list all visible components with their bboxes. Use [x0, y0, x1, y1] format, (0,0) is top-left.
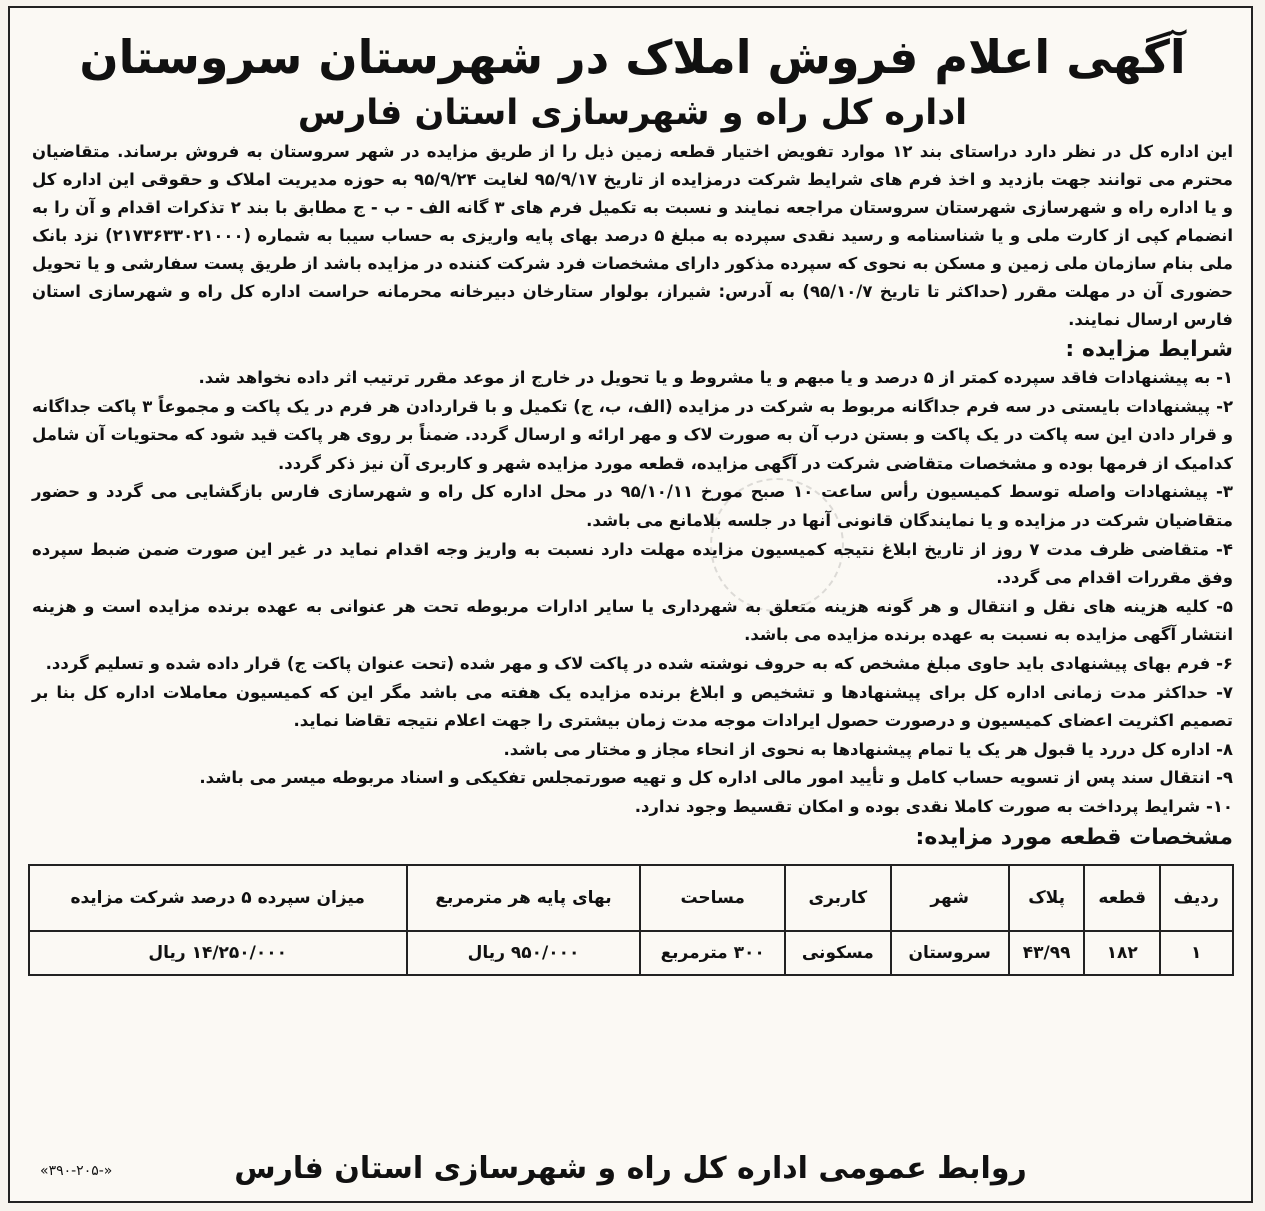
- page-title: آگهی اعلام فروش املاک در شهرستان سروستان: [79, 30, 1186, 84]
- condition-item: ۲- پیشنهادات بایستی در سه فرم جداگانه مربوط به شرکت در مزایده (الف، ب، ج) تکمیل و با قراردادن هر فرم در یک پاکت و مجموعاً ۳ پاکت جداگانه و قرار دادن این سه پاکت در یک پاکت و بستن درب آن به صورت لاک و مهر ارائه و ارسال گردد. ضمناً بر روی هر پاکت قید شود که محتویات آن شامل کدامیک از فرمها بوده و مشخصات متقاضی شرکت در آگهی مزایده، قطعه مورد مزایده شهر و کاربری آن نیز ذکر گردد.: [32, 396, 1234, 473]
- reference-code: «۳۹۰-۲۰۵-»: [40, 1163, 113, 1179]
- condition-item: ۳- پیشنهادات واصله توسط کمیسیون رأس ساعت ۱۰ صبح مورخ ۹۵/۱۰/۱۱ در محل اداره کل راه و شهرسازی فارس بازگشایی می گردد و حضور متقاضیان شرکت در مزایده و یا نمایندگان قانونی آنها در جلسه بلامانع می باشد.: [32, 482, 1233, 530]
- lot-table: [28, 864, 1234, 976]
- col-piece: قطعه: [1084, 865, 1160, 931]
- lot-heading: مشخصات قطعه مورد مزایده:: [915, 824, 1233, 850]
- col-city: شهر: [891, 865, 1009, 931]
- condition-item: ۱۰- شرایط پرداخت به صورت کاملا نقدی بوده و امکان تقسیط وجود ندارد.: [634, 796, 1233, 816]
- col-area: مساحت: [640, 865, 785, 931]
- cell-row: ۱: [1160, 931, 1233, 975]
- table-row: [29, 931, 1233, 975]
- cell-deposit: ۱۴/۲۵۰/۰۰۰ ریال: [29, 931, 407, 975]
- col-deposit: میزان سپرده ۵ درصد شرکت مزایده: [29, 865, 407, 931]
- condition-item: ۹- انتقال سند پس از تسویه حساب کامل و تأیید امور مالی اداره کل و تهیه صورتمجلس تفکیکی و اسناد مربوطه میسر می باشد.: [199, 768, 1233, 788]
- cell-city: سروستان: [891, 931, 1009, 975]
- announcement-content: [10, 30, 1251, 852]
- col-row: ردیف: [1160, 865, 1233, 931]
- table-header-row: [29, 865, 1233, 931]
- conditions-list: [32, 364, 1233, 822]
- cell-area: ۳۰۰ مترمربع: [640, 931, 785, 975]
- conditions-heading: شرایط مزایده :: [1065, 337, 1233, 362]
- cell-plaque: ۴۳/۹۹: [1009, 931, 1085, 975]
- cell-base-price: ۹۵۰/۰۰۰ ریال: [407, 931, 640, 975]
- condition-item: ۶- فرم بهای پیشنهادی باید حاوی مبلغ مشخص که به حروف نوشته شده در پاکت لاک و مهر شده (تحت عنوان پاکت ج) قرار داده شده و تسلیم گردد.: [45, 653, 1233, 673]
- page-subtitle: اداره کل راه و شهرسازی استان فارس: [297, 93, 968, 133]
- intro-paragraph: این اداره کل در نظر دارد دراستای بند ۱۲ موارد تفویض اختیار قطعه زمین ذیل را از طریق مزایده در شهر سروستان به فروش برساند. متقاضیان محترم می توانند جهت بازدید و اخذ فرم های شرایط شرکت درمزایده از تاریخ ۹۵/۹/۱۷ لغایت ۹۵/۹/۲۴ به حوزه مدیریت املاک و حقوقی این اداره کل و یا اداره راه و شهرسازی شهرستان سروستان مراجعه نمایند و نسبت به تکمیل فرم های ۳ گانه الف - ب - ج مطابق با بند ۲ تذکرات اقدام و آن را به انضمام کپی از کارت ملی و یا شناسنامه و رسید نقدی سپرده به مبلغ ۵ درصد بهای پایه واریزی به حساب سیبا به شماره (۲۱۷۳۶۳۳۰۲۱۰۰۰) نزد بانک ملی بنام سازمان ملی زمین و مسکن به نحوی که سپرده مذکور دارای مشخصات فرد شرکت کننده در مزایده باشد از طریق پست سفارشی و یا تحویل حضوری آن در مهلت مقرر (حداکثر تا تاریخ ۹۵/۱۰/۷) به آدرس: شیراز، بولوار ستارخان دبیرخانه محرمانه حراست اداره کل راه و شهرسازی استان فارس ارسال نمایند.: [32, 142, 1234, 329]
- cell-usage: مسکونی: [785, 931, 890, 975]
- condition-item: ۵- کلیه هزینه های نقل و انتقال و هر گونه هزینه متعلق به شهرداری یا سایر ادارات مربوطه تحت هر عنوانی به عهده برنده مزایده است و هزینه انتشار آگهی مزایده به نسبت به عهده برنده مزایده می باشد.: [32, 596, 1233, 645]
- footer-title: روابط عمومی اداره کل راه و شهرسازی استان فارس: [234, 1151, 1027, 1186]
- col-base-price: بهای پایه هر مترمربع: [407, 865, 640, 931]
- col-plaque: پلاک: [1009, 865, 1085, 931]
- condition-item: ۱- به پیشنهادات فاقد سپرده کمتر از ۵ درصد و یا مبهم و یا مشروط و یا تحویل در خارج از موعد مقرر ترتیب اثر داده نخواهد شد.: [198, 368, 1233, 387]
- cell-piece: ۱۸۲: [1084, 931, 1160, 975]
- condition-item: ۷- حداکثر مدت زمانی اداره کل برای پیشنهادها و تشخیص و ابلاغ برنده مزایده یک هفته می باشد مگر این که کمیسیون معاملات اداره کل بنا بر تصمیم اکثریت اعضای کمیسیون و درصورت حصول ایرادات موجه مدت زمان بیشتری را جهت اعلام نتیجه تقاضا نماید.: [32, 682, 1233, 731]
- condition-item: ۸- اداره کل دررد یا قبول هر یک یا تمام پیشنهادها به نحوی از انحاء مجاز و مختار می باشد.: [503, 739, 1233, 759]
- footer: [10, 1151, 1251, 1195]
- announcement-sheet: [8, 6, 1253, 1203]
- col-usage: کاربری: [785, 865, 890, 931]
- condition-item: ۴- متقاضی ظرف مدت ۷ روز از تاریخ ابلاغ نتیجه کمیسیون مزایده مهلت دارد نسبت به واریز وجه اقدام نماید در غیر این صورت ضمن ضبط سپرده وفق مقررات اقدام می گردد.: [32, 539, 1233, 588]
